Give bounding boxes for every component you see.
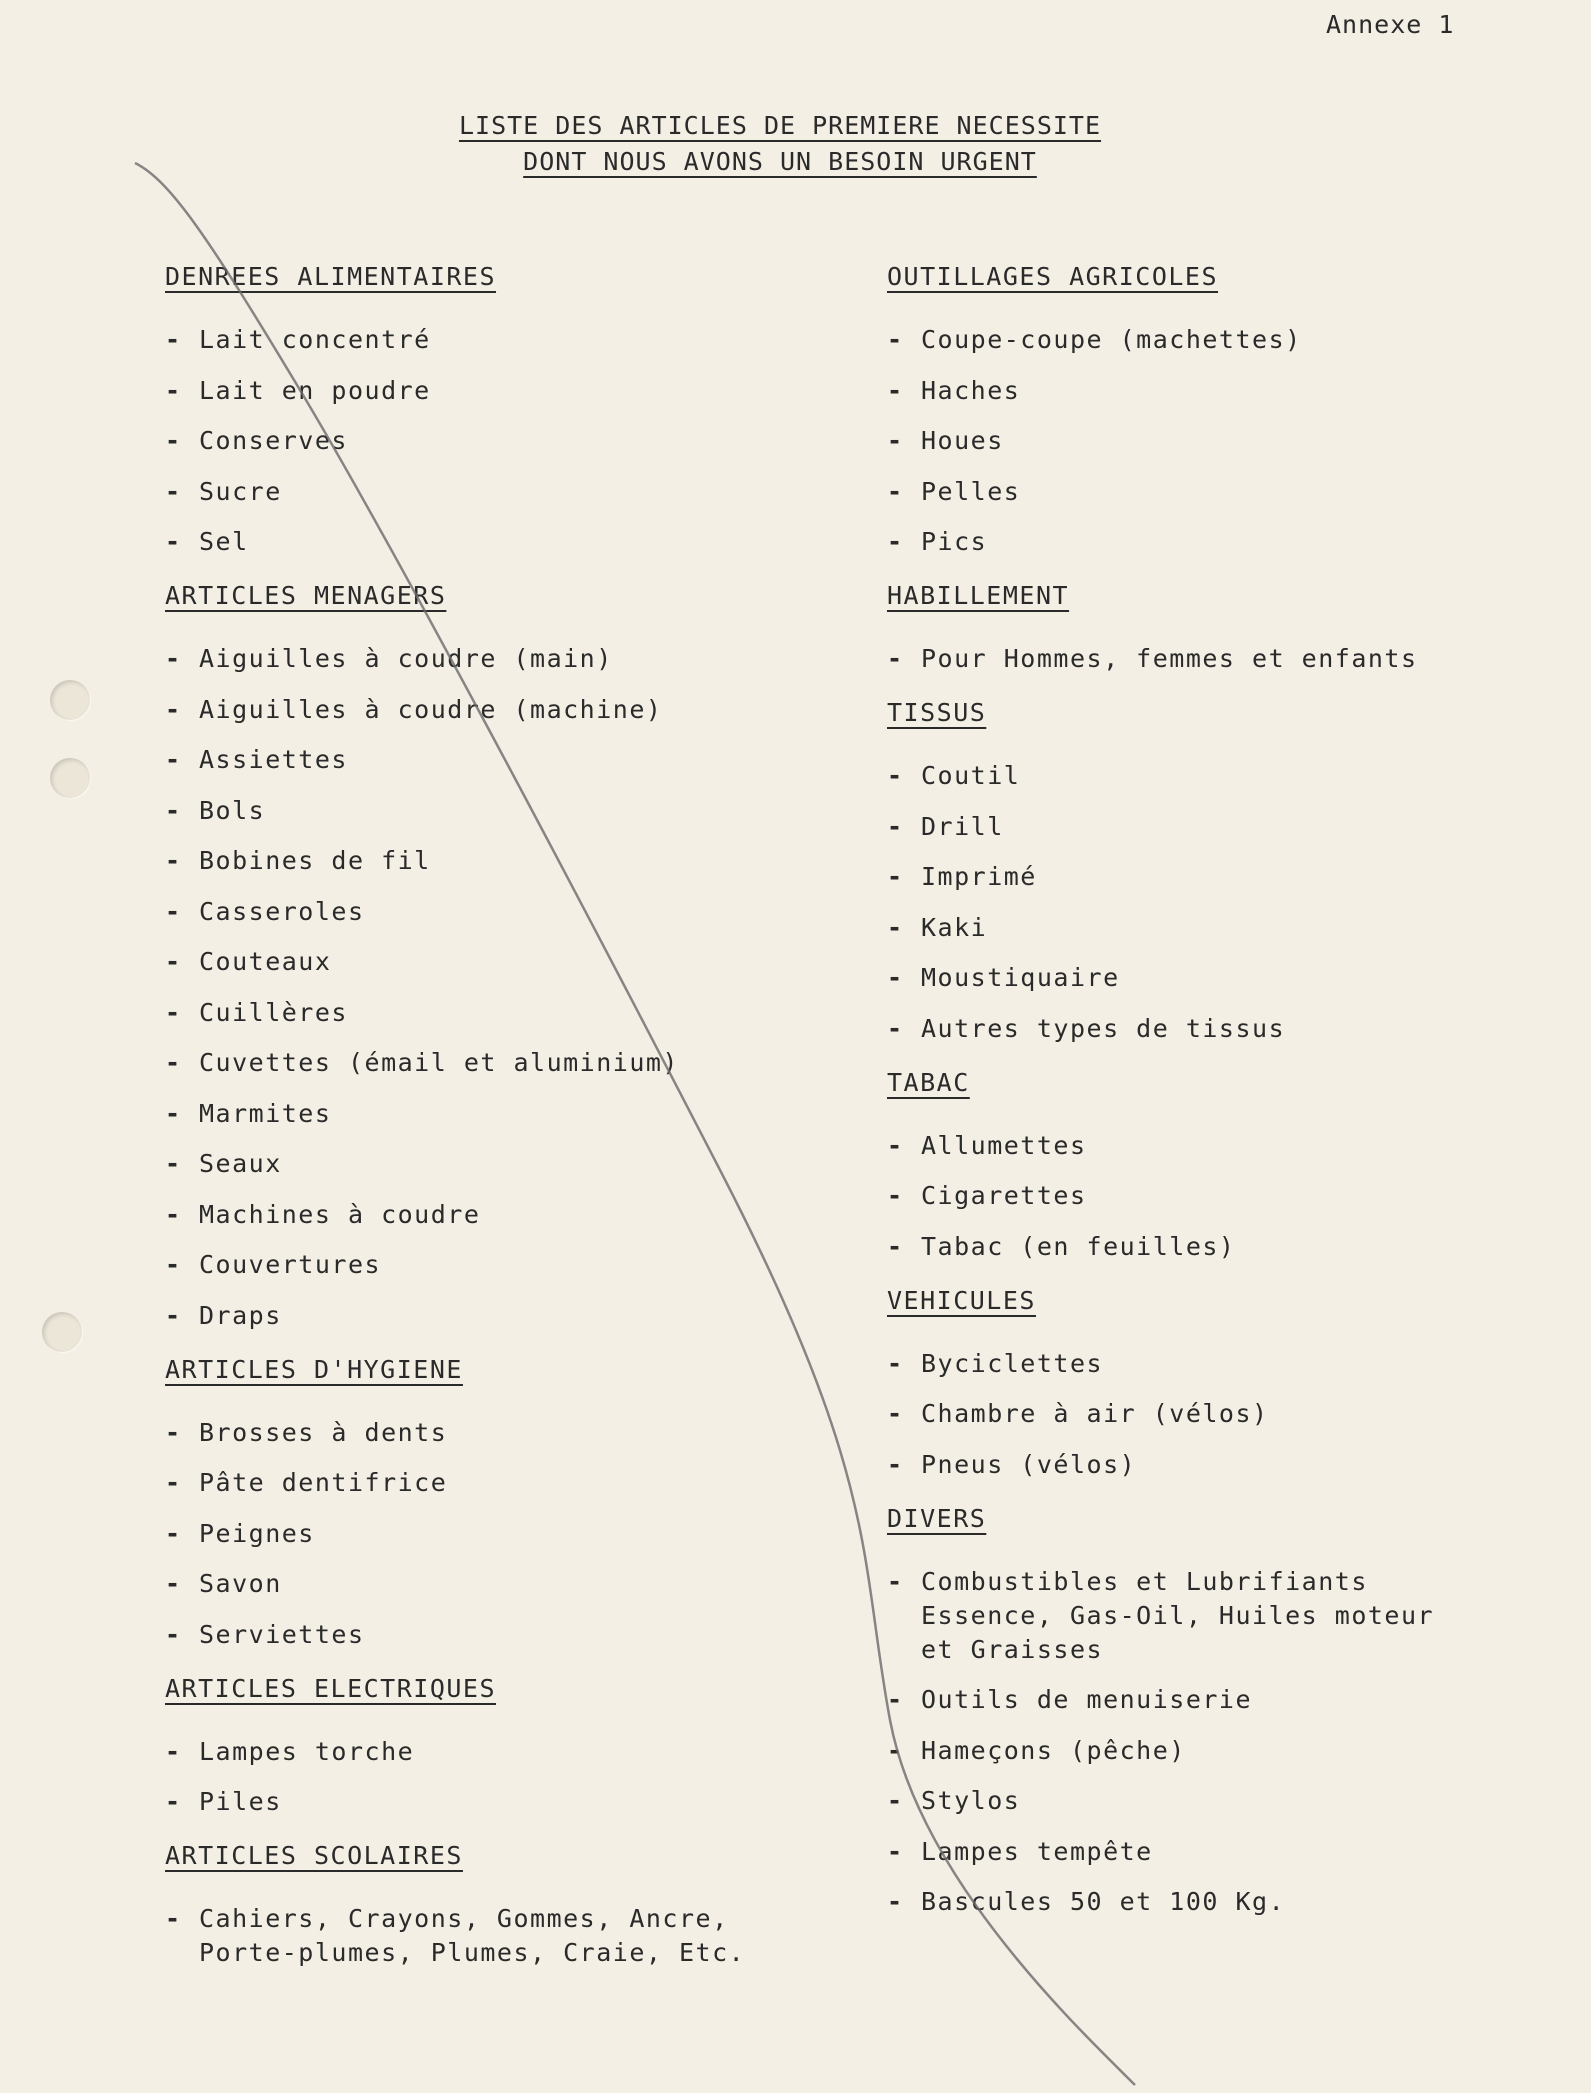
bullet-dash: - — [887, 1685, 904, 1714]
list-item — [887, 374, 1577, 408]
list-item — [165, 424, 785, 458]
list-item — [887, 1565, 1577, 1667]
item-text: Imprimé — [921, 862, 1037, 891]
bullet-dash: - — [887, 1449, 904, 1479]
bullet-dash: - — [165, 1199, 182, 1229]
bullet-dash: - — [165, 795, 182, 825]
item-list — [165, 323, 785, 559]
item-text: Haches — [921, 375, 1021, 405]
list-item — [165, 374, 785, 408]
item-list — [887, 759, 1577, 1046]
item-text: Stylos — [921, 1786, 1021, 1815]
item-text: Coutil — [921, 761, 1021, 790]
bullet-dash: - — [165, 1250, 182, 1279]
list-item — [887, 525, 1577, 559]
list-item — [887, 323, 1577, 357]
section-tissus — [887, 698, 1577, 1046]
item-text: Cuvettes (émail et aluminium) — [199, 1048, 679, 1077]
item-text: Pics — [921, 527, 988, 556]
item-text: Pour Hommes, femmes et enfants — [921, 644, 1418, 673]
list-item — [887, 1129, 1577, 1163]
list-item — [887, 1230, 1577, 1264]
item-list — [887, 1129, 1577, 1264]
bullet-dash: - — [887, 912, 904, 942]
item-text: Marmites — [199, 1098, 332, 1128]
item-text: Aiguilles à coudre (main) — [199, 644, 613, 673]
section-heading: ARTICLES MENAGERS — [165, 581, 447, 610]
list-item — [165, 1785, 785, 1819]
bullet-dash: - — [165, 1417, 182, 1447]
section-heading: OUTILLAGES AGRICOLES — [887, 262, 1219, 291]
item-list — [887, 642, 1577, 676]
list-item — [887, 475, 1577, 509]
item-text: Cuillères — [199, 997, 348, 1027]
bullet-dash: - — [165, 1098, 182, 1128]
section-heading: DIVERS — [887, 1503, 987, 1533]
list-item — [887, 1012, 1577, 1046]
bullet-dash: - — [887, 644, 904, 673]
list-item — [165, 1567, 785, 1601]
bullet-dash: - — [887, 1348, 904, 1378]
bullet-dash: - — [887, 325, 904, 354]
bullet-dash: - — [165, 1518, 182, 1548]
list-item — [165, 1466, 785, 1500]
section-heading: TISSUS — [887, 698, 987, 727]
section-heading: TABAC — [887, 1067, 970, 1097]
bullet-dash: - — [165, 1149, 182, 1178]
bullet-dash: - — [887, 1013, 904, 1043]
item-list — [165, 642, 785, 1333]
list-item — [165, 895, 785, 929]
item-text: Byciclettes — [921, 1348, 1104, 1378]
item-list — [887, 323, 1577, 559]
section-heading: ARTICLES D'HYGIENE — [165, 1354, 463, 1384]
bullet-dash: - — [887, 1399, 904, 1428]
list-item — [887, 1784, 1577, 1818]
bullet-dash: - — [165, 1904, 182, 1933]
item-text: Cigarettes — [921, 1181, 1087, 1210]
list-item — [887, 860, 1577, 894]
item-text: Pneus (vélos) — [921, 1449, 1137, 1479]
bullet-dash: - — [887, 1130, 904, 1160]
item-list — [887, 1347, 1577, 1482]
list-item — [165, 1735, 785, 1769]
list-item — [165, 794, 785, 828]
section-heading: ARTICLES ELECTRIQUES — [165, 1673, 497, 1703]
section-articles-menagers — [165, 581, 785, 1333]
list-item — [165, 844, 785, 878]
bullet-dash: - — [887, 862, 904, 891]
bullet-dash: - — [887, 1786, 904, 1815]
bullet-dash: - — [887, 476, 904, 506]
list-item — [165, 743, 785, 777]
bullet-dash: - — [165, 846, 182, 875]
bullet-dash: - — [165, 375, 182, 405]
bullet-dash: - — [165, 947, 182, 976]
bullet-dash: - — [887, 811, 904, 841]
item-text: Peignes — [199, 1518, 315, 1548]
list-item — [887, 810, 1577, 844]
section-articles-d-hygiene — [165, 1355, 785, 1652]
list-item — [887, 759, 1577, 793]
section-articles-electriques — [165, 1674, 785, 1820]
item-text: Lampes torche — [199, 1736, 415, 1766]
item-text: Bobines de fil — [199, 846, 431, 875]
bullet-dash: - — [887, 761, 904, 790]
item-text: Sucre — [199, 476, 282, 506]
bullet-dash: - — [887, 426, 904, 455]
item-text: Casseroles — [199, 896, 365, 926]
item-text: Piles — [199, 1787, 282, 1816]
bullet-dash: - — [165, 476, 182, 506]
item-text: Kaki — [921, 912, 988, 942]
list-item — [165, 642, 785, 676]
item-text: Seaux — [199, 1149, 282, 1178]
bullet-dash: - — [165, 1787, 182, 1816]
item-text: Autres types de tissus — [921, 1013, 1286, 1043]
list-item — [887, 1448, 1577, 1482]
item-text: Draps — [199, 1300, 282, 1330]
bullet-dash: - — [887, 1181, 904, 1210]
list-item — [887, 1885, 1577, 1919]
bullet-dash: - — [887, 1836, 904, 1866]
title-line-2: DONT NOUS AVONS UN BESOIN URGENT — [523, 147, 1037, 176]
bullet-dash: - — [887, 527, 904, 556]
section-vehicules — [887, 1286, 1577, 1482]
item-text: Outils de menuiserie — [921, 1685, 1253, 1714]
list-item — [887, 1347, 1577, 1381]
list-item — [887, 1179, 1577, 1213]
item-text: Couvertures — [199, 1250, 382, 1279]
item-text: Hameçons (pêche) — [921, 1735, 1186, 1765]
list-item — [165, 1416, 785, 1450]
bullet-dash: - — [165, 896, 182, 926]
section-tabac — [887, 1068, 1577, 1264]
section-divers — [887, 1504, 1577, 1920]
item-text: Cahiers, Crayons, Gommes, Ancre, Porte-plumes, Plumes, Craie, Etc. — [199, 1904, 746, 1967]
item-text: Chambre à air (vélos) — [921, 1399, 1269, 1428]
list-item — [165, 525, 785, 559]
item-text: Combustibles et Lubrifiants Essence, Gas-Oil, Huiles moteur et Graisses — [921, 1566, 1435, 1664]
bullet-dash: - — [165, 997, 182, 1027]
list-item — [887, 1835, 1577, 1869]
item-text: Drill — [921, 811, 1004, 841]
list-item — [165, 1902, 785, 1970]
bullet-dash: - — [165, 745, 182, 774]
bullet-dash: - — [165, 1048, 182, 1077]
list-item — [165, 996, 785, 1030]
bullet-dash: - — [887, 375, 904, 405]
bullet-dash: - — [165, 1569, 182, 1598]
section-heading: DENREES ALIMENTAIRES — [165, 262, 497, 291]
item-text: Serviettes — [199, 1619, 365, 1649]
list-item — [165, 1248, 785, 1282]
punch-hole — [42, 1312, 82, 1352]
list-item — [165, 1299, 785, 1333]
section-denrees-alimentaires — [165, 262, 785, 559]
item-list — [165, 1735, 785, 1820]
section-heading: VEHICULES — [887, 1285, 1036, 1315]
list-item — [165, 1618, 785, 1652]
item-text: Pelles — [921, 476, 1021, 506]
list-item — [165, 945, 785, 979]
item-text: Lait en poudre — [199, 375, 431, 405]
item-text: Coupe-coupe (machettes) — [921, 325, 1302, 354]
bullet-dash: - — [165, 644, 182, 673]
item-text: Machines à coudre — [199, 1199, 481, 1229]
item-text: Savon — [199, 1569, 282, 1598]
list-item — [165, 1147, 785, 1181]
section-heading: HABILLEMENT — [887, 581, 1070, 610]
item-text: Tabac (en feuilles) — [921, 1231, 1236, 1261]
list-item — [165, 1517, 785, 1551]
list-item — [165, 1198, 785, 1232]
item-text: Lait concentré — [199, 325, 431, 354]
bullet-dash: - — [165, 1736, 182, 1766]
item-text: Allumettes — [921, 1130, 1087, 1160]
list-item — [165, 323, 785, 357]
item-text: Houes — [921, 426, 1004, 455]
bullet-dash: - — [165, 1300, 182, 1330]
item-text: Bols — [199, 795, 266, 825]
item-text: Pâte dentifrice — [199, 1468, 448, 1497]
item-list — [165, 1902, 785, 1970]
list-item — [165, 693, 785, 727]
item-text: Lampes tempête — [921, 1836, 1153, 1866]
bullet-dash: - — [165, 1619, 182, 1649]
list-item — [887, 1683, 1577, 1717]
annex-label: Annexe 1 — [1326, 10, 1455, 39]
punch-hole — [50, 680, 90, 720]
item-text: Conserves — [199, 426, 348, 455]
item-text: Assiettes — [199, 745, 348, 774]
list-item — [165, 1097, 785, 1131]
list-item — [887, 1734, 1577, 1768]
list-item — [887, 424, 1577, 458]
title-line-1: LISTE DES ARTICLES DE PREMIERE NECESSITE — [458, 111, 1102, 140]
list-item — [887, 911, 1577, 945]
item-list — [887, 1565, 1577, 1920]
bullet-dash: - — [887, 1231, 904, 1261]
bullet-dash: - — [165, 325, 182, 354]
punch-hole — [50, 758, 90, 798]
item-text: Brosses à dents — [199, 1417, 448, 1447]
page-title — [0, 108, 1560, 180]
item-text: Bascules 50 et 100 Kg. — [921, 1887, 1286, 1916]
list-item — [887, 1397, 1577, 1431]
section-heading: ARTICLES SCOLAIRES — [165, 1841, 463, 1870]
section-habillement — [887, 581, 1577, 676]
item-text: Couteaux — [199, 947, 332, 976]
item-text: Aiguilles à coudre (machine) — [199, 694, 663, 724]
left-column — [165, 262, 785, 1992]
section-outillages-agricoles — [887, 262, 1577, 559]
bullet-dash: - — [165, 426, 182, 455]
item-list — [165, 1416, 785, 1652]
bullet-dash: - — [165, 694, 182, 724]
right-column — [887, 262, 1577, 1941]
bullet-dash: - — [887, 1735, 904, 1765]
section-articles-scolaires — [165, 1841, 785, 1970]
list-item — [165, 475, 785, 509]
bullet-dash: - — [887, 1566, 904, 1596]
list-item — [165, 1046, 785, 1080]
item-text: Sel — [199, 527, 249, 556]
bullet-dash: - — [165, 1468, 182, 1497]
bullet-dash: - — [887, 1887, 904, 1916]
bullet-dash: - — [887, 963, 904, 992]
list-item — [887, 642, 1577, 676]
item-text: Moustiquaire — [921, 963, 1120, 992]
list-item — [887, 961, 1577, 995]
bullet-dash: - — [165, 527, 182, 556]
